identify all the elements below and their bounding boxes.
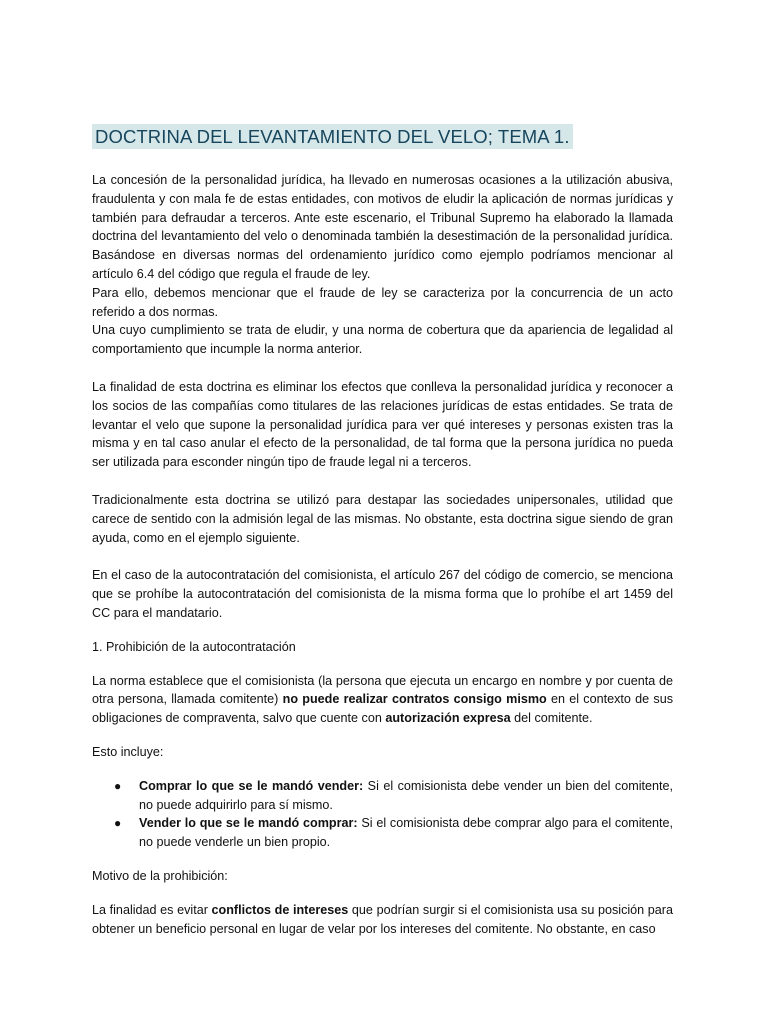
paragraph-norma-text-a: La norma establece que el comisionista (la persona que ejecuta un encargo en nombre y por cuenta de otra persona, llamada comitente) [92, 673, 673, 707]
paragraph-norma-bold-d: autorización expresa [385, 711, 511, 726]
paragraph-6: En el caso de la autocontratación del comisionista, el artículo 267 del código de comercio, se menciona que se prohíbe la autocontratación del comisionista de la misma forma que lo prohíbe el art 1459 del CC para el mandatario. [92, 568, 673, 620]
paragraph-finalidad-text-c: que podrían surgir si el comisionista usa su posición para obtener un beneficio personal en lugar de velar por los intereses del comitente. No obstante, en caso [92, 902, 674, 936]
paragraph-motivo: Motivo de la prohibición: [92, 868, 228, 883]
bullet-icon: ● [114, 816, 122, 831]
paragraph-3: Una cuyo cumplimiento se trata de eludir, y una norma de cobertura que da apariencia de legalidad al comportamiento que incumple la norma anterior. [92, 323, 673, 357]
title-wrap [92, 124, 673, 149]
document-title: DOCTRINA DEL LEVANTAMIENTO DEL VELO; TEMA 1. [92, 124, 573, 149]
list-item [92, 814, 673, 852]
paragraph-norma-bold-b: no puede realizar contratos consigo mismo [282, 692, 547, 707]
list-item-text: Si el comisionista debe comprar algo para el comitente, no puede venderle un bien propio. [139, 816, 673, 850]
list-item-bold: Comprar lo que se le mandó vender: [139, 778, 364, 793]
paragraph-norma [92, 672, 673, 728]
list-item [92, 777, 673, 815]
paragraph-5: Tradicionalmente esta doctrina se utilizó para destapar las sociedades unipersonales, utilidad que carece de sentido con la admisión legal de las mismas. No obstante, esta doctrina sigue siendo de gran ayuda, como en el ejemplo siguiente. [92, 492, 673, 545]
paragraph-finalidad [92, 901, 673, 939]
paragraph-4: La finalidad de esta doctrina es eliminar los efectos que conlleva la personalidad jurídica y reconocer a los socios de las compañías como titulares de las relaciones jurídicas de estas entidades. Se trata de levantar el velo que supone la personalidad jurídica para ver qué intereses y personas existen tras la misma y en tal caso anular el efecto de la personalidad, de tal forma que la persona jurídica no pueda ser utilizada para esconder ningún tipo de fraude legal ni a terceros. [92, 379, 673, 470]
paragraph-finalidad-text-a: La finalidad es evitar [92, 902, 212, 917]
list-item-text: Si el comisionista debe vender un bien del comitente, no puede adquirirlo para sí mismo. [139, 778, 674, 812]
paragraph-norma-text-e: del comitente. [510, 711, 593, 726]
document-body [92, 124, 673, 938]
list-item-bold: Vender lo que se le mandó comprar: [139, 816, 358, 831]
paragraph-norma-text-c: en el contexto de sus obligaciones de compraventa, salvo que cuente con [92, 692, 673, 726]
bullet-list [92, 777, 673, 852]
bullet-icon: ● [114, 778, 122, 793]
paragraph-finalidad-bold-b: conflictos de intereses [211, 902, 349, 917]
paragraph-esto-incluye: Esto incluye: [92, 744, 164, 759]
section-heading-prohibicion: 1. Prohibición de la autocontratación [92, 639, 296, 654]
paragraph-1: La concesión de la personalidad jurídica, ha llevado en numerosas ocasiones a la utilización abusiva, fraudulenta y con mala fe de estas entidades, con motivos de eludir la aplicación de normas jurídicas y también para defraudar a terceros. Ante este escenario, el Tribunal Supremo ha elaborado la llamada doctrina del levantamiento del velo o denominada también la desestimación de la personalidad jurídica. Basándose en diversas normas del ordenamiento jurídico como ejemplo podríamos mencionar al artículo 6.4 del código que regula el fraude de ley. [92, 173, 673, 281]
paragraph-2: Para ello, debemos mencionar que el fraude de ley se caracteriza por la concurrencia de un acto referido a dos normas. [92, 285, 673, 319]
